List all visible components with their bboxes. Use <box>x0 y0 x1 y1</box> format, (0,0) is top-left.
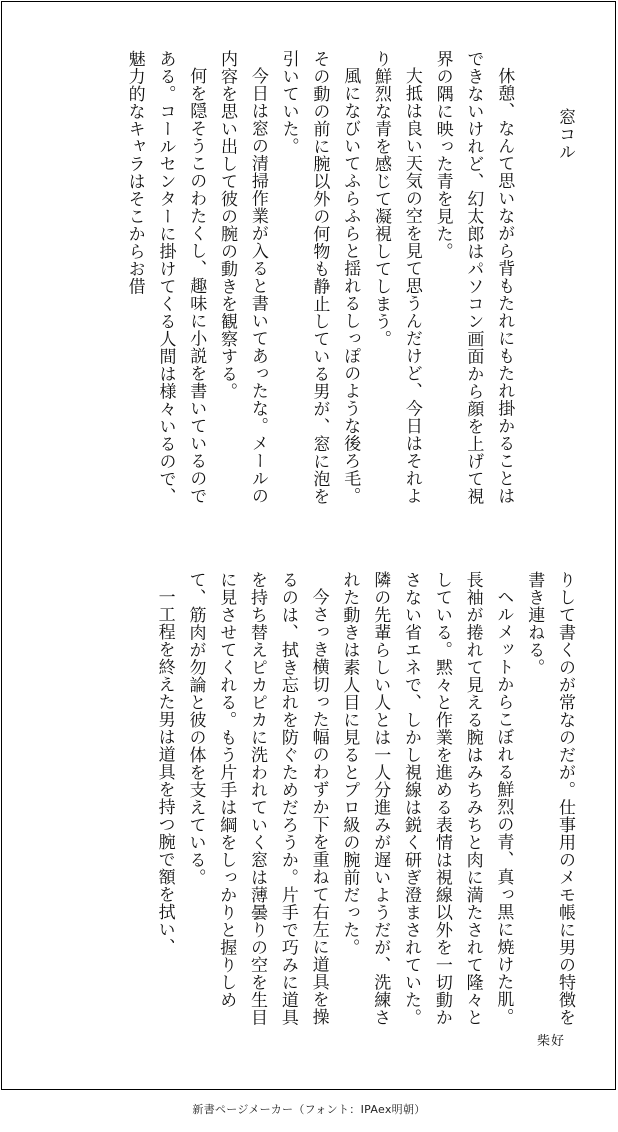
paragraph: 風になびいてふらふらと揺れるしっぽのような後ろ毛。その動の前に腕以外の何物も静止している男が、窓に泡を引いていた。 <box>278 50 361 505</box>
paragraph: ヘルメットからこぼれる鮮烈の青、真っ黒に焼けた肌。長袖が捲れて見える腕はみちみちと肉に満たされて隆々としている。黙々と作業を進める表情は視線以外を一切動かさない省エネで、しかし視線は鋭く研ぎ澄まされていた。隣の先輩らしい人とは一人分進みが遅いようだが、洗練された動きは素人目に見るとプロ級の腕前だった。 <box>339 571 514 1026</box>
top-text-block <box>40 50 580 520</box>
paragraph: 何を隠そうこのわたくし、趣味に小説を書いているのである。コールセンターに掛けてくる人間は様々いるので、魅力的なキャラはそこからお借 <box>124 50 207 505</box>
paragraph: 休憩、なんて思いながら背もたれにもたれ掛かることはできないけれど、幻太郎はパソコン画面から顔を上げて視界の隅に映った青を見た。 <box>432 50 515 505</box>
paragraph: 一工程を終えた男は道具を持つ腕で額を拭い、 <box>154 588 175 956</box>
footer-credit: 新書ページメーカー（フォント：IPAex明朝） <box>192 1103 426 1116</box>
story-title: 窓コル <box>555 108 575 161</box>
bottom-text-block <box>40 571 580 1041</box>
paragraph: りして書くのが常なのだが。仕事用のメモ帳に男の特徴を書き連ねる。 <box>524 571 575 1026</box>
paragraph: 今さっき横切った幅のわずか下を重ねて右左に道具を操るのは、拭き忘れを防ぐためだろうか。片手で巧みに道具を持ち替えピカピカに洗われていく窓は薄曇りの空を生目に見させてくれる。もう片手は綱をしっかりと握りしめて、筋肉が勿論と彼の体を支えている。 <box>185 571 329 1026</box>
paragraph: 大抵は良い天気の空を見て思うんだけど、今日はそれより鮮烈な青を感じて凝視してしまう。 <box>371 50 422 505</box>
paragraph: 今日は窓の清掃作業が入ると書いてあったな。メールの内容を思い出して彼の腕の動きを観察する。 <box>217 50 268 505</box>
author-name: 柴好 <box>536 1034 565 1049</box>
page-frame <box>1 1 616 1090</box>
